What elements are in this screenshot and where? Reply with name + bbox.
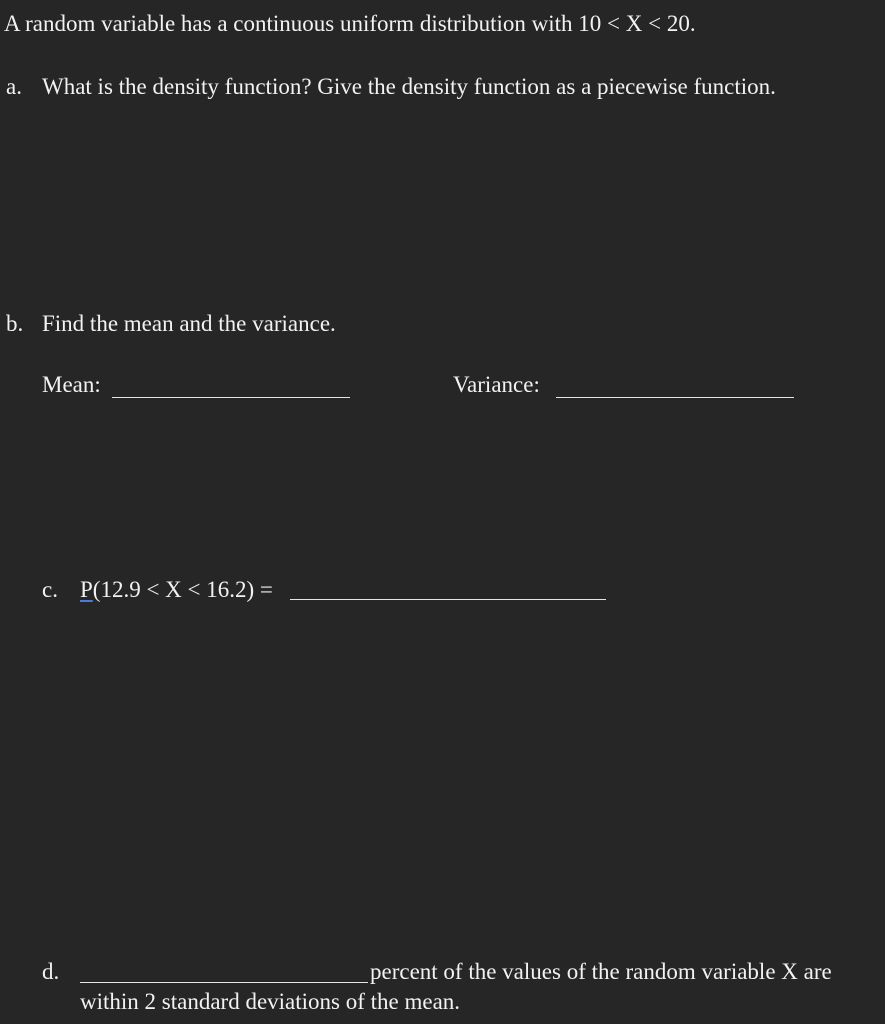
mean-label: Mean: — [42, 372, 101, 397]
part-b-question: Find the mean and the variance. — [42, 311, 336, 336]
part-d-label: d. — [42, 959, 60, 984]
probability-answer-blank[interactable] — [290, 599, 606, 600]
variance-label: Variance: — [453, 372, 540, 397]
percent-answer-blank[interactable] — [80, 982, 368, 983]
part-d-text-line2: within 2 standard deviations of the mean. — [80, 989, 461, 1014]
part-c-label: c. — [42, 577, 58, 602]
probability-expression: (12.9 < X < 16.2) = — [92, 577, 273, 602]
mean-answer-blank[interactable] — [112, 397, 350, 398]
part-c-probability — [80, 578, 273, 601]
part-b-label: b. — [6, 311, 24, 336]
intro-text: A random variable has a continuous uniform distribution with 10 < X < 20. — [4, 11, 696, 36]
variance-answer-blank[interactable] — [556, 397, 794, 398]
part-a-question: What is the density function? Give the density function as a piecewise function. — [42, 74, 776, 99]
part-a-label: a. — [6, 74, 22, 99]
probability-p-symbol: P — [80, 577, 93, 602]
part-d-text-line1: percent of the values of the random variable X are — [370, 959, 832, 984]
